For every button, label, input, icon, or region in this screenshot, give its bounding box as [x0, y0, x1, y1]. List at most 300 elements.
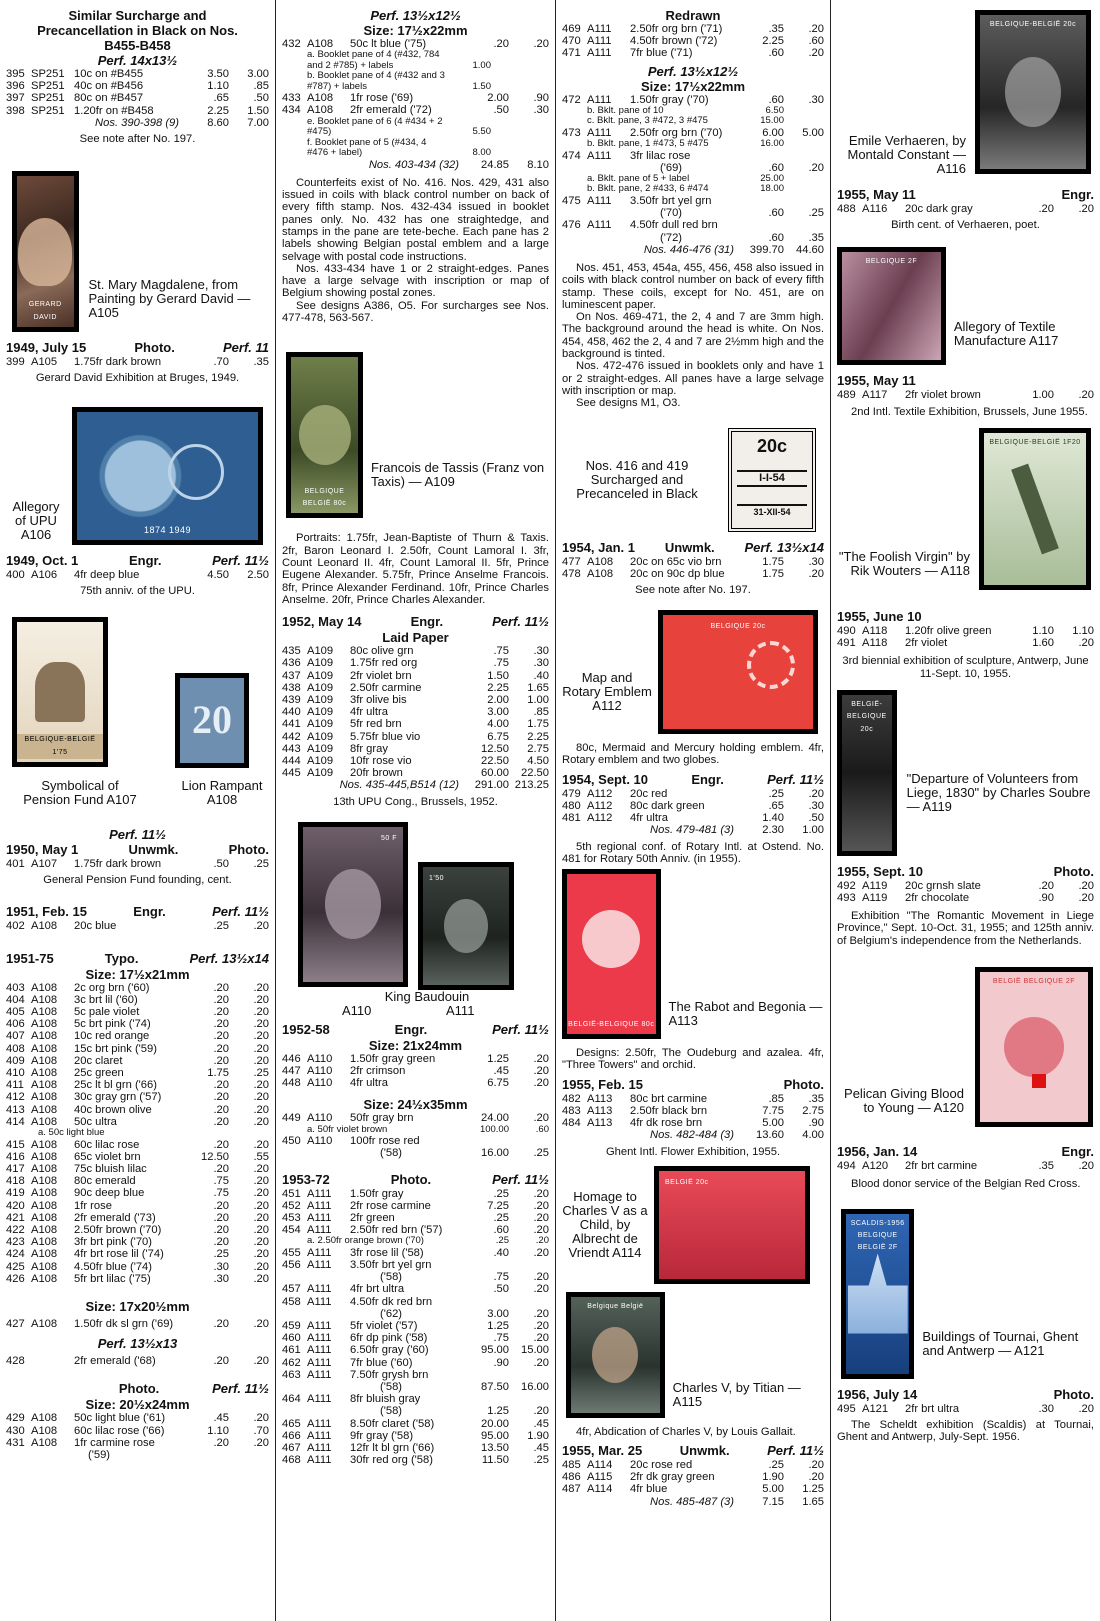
stamp-list [562, 556, 824, 580]
design-type: A119 [862, 891, 888, 904]
stamp-description: 5fr red brn [350, 718, 402, 731]
stamp-description: 7.50fr grysh brn [350, 1368, 429, 1381]
stamp-description: 2fr violet [905, 637, 948, 650]
design-type: A108 [31, 1103, 58, 1116]
used-value: .20 [253, 1042, 269, 1055]
stamp-row [6, 1104, 269, 1116]
stamp-number: 461 [282, 1344, 301, 1357]
stamp-number: 485 [562, 1459, 581, 1472]
unused-value: 1.40 [762, 812, 784, 825]
used-value: .30 [533, 645, 549, 658]
stamp-number: 467 [282, 1442, 301, 1455]
unused-value: 12.50 [481, 742, 509, 755]
stamp-row [6, 1067, 269, 1079]
used-value: .20 [533, 1077, 549, 1090]
used-value: .50 [808, 812, 824, 825]
stamp-description: 4fr brt ultra [350, 1283, 405, 1296]
caption-a110: A110 [342, 1002, 372, 1018]
stamp-description: 1.50fr gray [350, 1187, 404, 1200]
unused-value: 1.50 [487, 669, 509, 682]
paragraph: On Nos. 469-471, the 2, 4 and 7 are 3mm high. The background around the head is white. On Nos. 454, 458, 462 the 2, 4 and 7 are 2½mm high and the background is tinted. [562, 311, 824, 361]
stamp-description: 80c brt carmine [630, 1092, 708, 1105]
paragraph: Counterfeits exist of No. 416. Nos. 429, 431 also issued in coils with black control number on back of every fifth stamp. Nos. 432-434 issued in booklet panes only. No. 432 has one straightedge, and stamps in the pane are tete-beche. Each pane has 2 labels showing Belgian postal emblem and a large selvage with postal code instructions. [282, 176, 549, 263]
stamp-number: 490 [837, 624, 856, 637]
stamp-description: 5fr brt lilac ('75) [74, 1272, 151, 1285]
used-value: .20 [253, 1436, 269, 1449]
stamp-number: 414 [6, 1115, 25, 1128]
stamp-number: 486 [562, 1471, 581, 1484]
caption-a114: Homage to Charles V as a Child, by Albrecht de Vriendt A114 [562, 1188, 648, 1260]
stamp-description: 4fr ultra [630, 812, 668, 825]
unused-value: 20.00 [481, 1417, 509, 1430]
stamp-number: 491 [837, 637, 856, 650]
stamp-row: 401 A107 1.75fr dark brown .50 .25 [6, 858, 269, 871]
stamp-description: 1.75fr red org [350, 657, 418, 670]
unused-value: 1.75 [207, 1067, 229, 1080]
stamp-description: 80c emerald [74, 1175, 136, 1188]
figure-a105 [6, 171, 269, 332]
used-value: .20 [253, 1138, 269, 1151]
design-type: A108 [31, 1091, 58, 1104]
used-value: .25 [253, 1067, 269, 1080]
unused-value: .20 [213, 1236, 229, 1249]
used-value: .20 [533, 1332, 549, 1345]
stamp-row [6, 1163, 269, 1175]
stamp-description: 5.75fr blue vio [350, 730, 421, 743]
stamp-number: 459 [282, 1320, 301, 1333]
stamp-row: 400 A106 4fr deep blue 4.50 2.50 [6, 568, 269, 581]
paragraph: The Scheldt exhibition (Scaldis) at Tournai, Ghent and Antwerp, July-Sept. 1956. [837, 1418, 1094, 1444]
design-type: A111 [307, 1356, 332, 1369]
paragraph: Portraits: 1.75fr, Jean-Baptiste of Thurn & Taxis. 2fr, Baron Leonard I. 2.50fr, Count Lamoral I. 3fr, Count Leonard II. 4fr, Count Lamoral II. 5fr, Prince Eugene Alexander. 5.75fr, Prince Anselme Francois. 8fr, Prince Alexander Ferdinand. 10fr, Prince Charles Anselme. 20fr, Prince Charles Alexander. [282, 532, 549, 606]
paragraph: See designs M1, O3. [576, 397, 681, 410]
stamp-row [6, 1055, 269, 1067]
stamp-description: 1.20fr on #B458 [74, 104, 154, 117]
stamp-description: 25c lt bl grn ('66) [74, 1079, 157, 1092]
design-type: A111 [307, 1224, 332, 1237]
used-value: .20 [533, 1246, 549, 1259]
unused-value: .90 [1038, 891, 1054, 904]
stamp-row [6, 1236, 269, 1248]
stamp-description: 4.50fr dk red brn [350, 1295, 433, 1308]
design-type: A113 [587, 1104, 613, 1117]
stamp-number: 480 [562, 799, 581, 812]
used-value [509, 1259, 549, 1271]
design-type: A108 [587, 555, 614, 568]
design-type: A109 [307, 718, 334, 731]
size-label: Size: 17½x22mm [640, 78, 746, 94]
unused-value: 95.00 [481, 1344, 509, 1357]
stamp-description: 40c brown olive [74, 1103, 152, 1116]
stamp-number: 421 [6, 1211, 25, 1224]
stamp-number: 420 [6, 1199, 25, 1212]
unused-value: .20 [213, 993, 229, 1006]
note: 3rd biennial exhibition of sculpture, Antwerp, June 11-Sept. 10, 1955. [842, 655, 1089, 680]
unused-value: 4.00 [487, 718, 509, 731]
stamp-a111-image [418, 862, 514, 990]
stamp-row: 427 A108 1.50fr dk sl grn ('69) .20 .20 [6, 1318, 269, 1331]
figure-a110-a111 [282, 822, 549, 1017]
design-type: A108 [31, 1054, 58, 1067]
stamp-number: 405 [6, 1006, 25, 1019]
used-value: .20 [1078, 637, 1094, 650]
perf-label: Perf. 13½x13 [97, 1336, 178, 1352]
used-value: .85 [253, 80, 269, 93]
used-value: .20 [808, 1459, 824, 1472]
unused-value: .20 [213, 1199, 229, 1212]
stamp-a115-image [566, 1292, 665, 1418]
unused-value: 3.50 [207, 68, 229, 80]
stamp-number: 423 [6, 1236, 25, 1249]
stamp-number: 452 [282, 1199, 301, 1212]
design-type: A108 [31, 1162, 58, 1175]
stamp-description: 12fr lt bl grn ('66) [350, 1442, 435, 1455]
unused-value: .20 [213, 1042, 229, 1055]
used-value: .30 [808, 799, 824, 812]
stamp-number: 436 [282, 657, 301, 670]
used-value: 1.10 [1072, 624, 1094, 637]
design-type: A109 [307, 693, 334, 706]
stamp-number: 456 [282, 1259, 301, 1272]
design-type: A111 [307, 1259, 332, 1272]
stamp-description: 2c org brn ('60) [74, 981, 150, 994]
used-value: 2.75 [802, 1104, 824, 1117]
stamp-inscription: SCALDIS-1956 BELGIQUE BELGIË 2F [850, 1219, 905, 1252]
stamp-row [562, 788, 824, 800]
unused-value: 12.50 [201, 1150, 229, 1163]
stamp-number: 439 [282, 693, 301, 706]
stamp-row: 434 A108 2fr emerald ('72) .50 .30 [282, 104, 549, 117]
stamp-row [6, 1030, 269, 1042]
unused-value: 2.25 [762, 35, 784, 48]
stamp-description: 80c olive grn [350, 645, 414, 658]
design-type: A111 [307, 1442, 332, 1455]
total-row: Nos. 446-476 (31) 399.70 44.60 [643, 243, 824, 256]
unused-value: 5.00 [762, 1483, 784, 1496]
surcharge-value: 20c [756, 436, 788, 457]
stamp-row: 474 A111 3fr lilac rose [562, 149, 691, 162]
note: General Pension Fund founding, cent. [43, 874, 232, 887]
issue-header: 1949, Oct. 1 Engr. Perf. 11½ [6, 552, 269, 568]
stamp-row: 450 A110 100fr rose red [282, 1135, 420, 1148]
figure-a113 [562, 869, 824, 1039]
sub-row: b. Bklt. pane of 10 6.50 [587, 104, 784, 116]
caption-a107: Symbolical of Pension Fund A107 [23, 778, 137, 808]
unused-value: .20 [213, 1030, 229, 1043]
stamp-description: 3fr olive bis [350, 693, 407, 706]
sub-row: a. 50c light blue [38, 1127, 105, 1139]
design-type: A111 [307, 1187, 332, 1200]
figure-a114 [562, 1166, 824, 1284]
used-value: .20 [253, 1236, 269, 1249]
design-type: A108 [31, 1260, 58, 1273]
stamp-row [6, 1425, 269, 1437]
stamp-number: 445 [282, 767, 301, 780]
sub-row: a. Bklt. pane of 5 + label 25.00 [587, 172, 784, 184]
stamp-number: 451 [282, 1187, 301, 1200]
stamp-row [562, 47, 824, 59]
stamp-number: 484 [562, 1117, 581, 1130]
used-value: .20 [253, 1224, 269, 1236]
stamp-number: 442 [282, 730, 301, 743]
beehive-shape [35, 662, 85, 722]
issue-header: 1955, Mar. 25 Unwmk. Perf. 11½ [562, 1443, 824, 1459]
stamp-value: 50 F [380, 834, 397, 842]
stamp-row [282, 670, 549, 682]
unused-value: 22.50 [481, 754, 509, 767]
caption-a118: "The Foolish Virgin" by Rik Wouters — A118 [838, 548, 970, 578]
caption-king: King Baudouin [384, 988, 470, 1004]
stamp-number: 471 [562, 47, 581, 60]
stamp-number: 468 [282, 1454, 301, 1467]
stamp-row [282, 1200, 549, 1212]
stamp-description: 4fr dk rose brn [630, 1117, 703, 1130]
column-2 [276, 0, 555, 1621]
paragraph: Exhibition "The Romantic Movement in Liege Province," Sept. 10-Oct. 31, 1955; and 125th anniv. of Belgium's independence from the Netherlands. [837, 910, 1094, 947]
stamp-row [6, 1091, 269, 1103]
stamp-row [282, 645, 549, 657]
unused-value: .75 [213, 1187, 229, 1200]
stamp-row [837, 625, 1094, 637]
stamp-description: 1.50fr gray green [350, 1052, 436, 1065]
used-value: .20 [253, 1054, 269, 1067]
stamp-description: 2.50fr black brn [630, 1104, 708, 1117]
figure-a106 [6, 407, 269, 545]
used-value: .60 [808, 35, 824, 48]
design-type: A108 [31, 1272, 58, 1285]
stamp-years: 1874 1949 [143, 525, 192, 536]
design-type: A108 [31, 1138, 58, 1151]
used-value: .20 [253, 1091, 269, 1104]
stamp-description: 50c light blue ('61) [74, 1412, 166, 1425]
stamp-inscription: BELGIQUE 20c [710, 623, 766, 631]
unused-value: 11.50 [481, 1454, 509, 1467]
stamp-a114-image [654, 1166, 810, 1284]
unused-value: .25 [768, 787, 784, 800]
stamp-row [6, 994, 269, 1006]
used-value: .20 [533, 1224, 549, 1237]
design-type: A109 [307, 645, 334, 658]
stamp-row [562, 1471, 824, 1483]
stamp-list [282, 645, 549, 779]
used-value: .20 [533, 1199, 549, 1212]
stamp-number: 431 [6, 1436, 25, 1449]
stamp-row-cont: ('58) .75 .20 [380, 1271, 549, 1284]
stamp-row [6, 1224, 269, 1236]
stamp-row [562, 1093, 824, 1105]
size-label: Size: 17½x21mm [85, 966, 190, 982]
stamp-description: 75c bluish lilac [74, 1162, 147, 1175]
used-value: .85 [533, 706, 549, 719]
stamp-description: 2.50fr carmine [350, 681, 422, 694]
stamp-surcharge-image [728, 428, 816, 532]
design-type: A111 [587, 47, 612, 60]
unused-value [465, 1296, 509, 1308]
stamp-row: 488 A116 20c dark gray .20 .20 [837, 203, 1094, 215]
stamp-number: 438 [282, 681, 301, 694]
size-label: Size: 20½x24mm [85, 1397, 190, 1413]
used-value: .20 [253, 1018, 269, 1031]
unused-value: .65 [213, 92, 229, 105]
used-value: .20 [533, 1065, 549, 1077]
paragraph: Nos. 472-476 issued in booklets only and have 1 or 2 straight-edges. All panes have a large selvage with inscription or map. [562, 360, 824, 397]
stamp-row [282, 731, 549, 743]
used-value: .20 [808, 47, 824, 60]
unused-value: .25 [493, 1187, 509, 1200]
issue-header: 1955, Sept. 10 Photo. [837, 863, 1094, 879]
stamp-number: 404 [6, 993, 25, 1006]
unused-value: .20 [213, 1018, 229, 1031]
surcharge-date-start: I-I-54 [737, 470, 807, 486]
size-label: Size: 17½x22mm [363, 23, 468, 38]
design-type: SP251 [31, 68, 65, 80]
stamp-row [282, 1212, 549, 1224]
stamp-list [282, 1418, 549, 1467]
stamp-a117-image [837, 247, 946, 365]
design-type: A119 [862, 879, 888, 892]
unused-value: .25 [213, 1248, 229, 1261]
stamp-row [282, 1259, 549, 1271]
unused-value [465, 1259, 509, 1271]
stamp-row [282, 767, 549, 779]
stamp-row [282, 1188, 549, 1200]
stamp-row [282, 1454, 549, 1466]
design-type: A109 [307, 754, 334, 767]
stamp-a120-image [975, 967, 1093, 1127]
design-type: A115 [587, 1471, 613, 1484]
stamp-row: 489 A117 2fr violet brown 1.00 .20 [837, 389, 1094, 402]
stamp-value: 1'50 [429, 874, 445, 882]
stamp-row [6, 1175, 269, 1187]
total-row: Nos. 435-445,B514 (12) 291.00 213.25 [339, 779, 549, 792]
note: Birth cent. of Verhaeren, poet. [891, 219, 1040, 232]
stamp-description: 90c deep blue [74, 1187, 145, 1200]
design-type: A108 [31, 1115, 58, 1128]
stamp-a118-image [979, 428, 1091, 590]
stamp-row: 433 A108 1fr rose ('69) 2.00 .90 [282, 92, 549, 105]
design-type: A109 [307, 681, 334, 694]
stamp-row [6, 1006, 269, 1018]
used-value: .20 [253, 1175, 269, 1188]
stamp-row [6, 1273, 269, 1285]
unused-value: 1.90 [762, 1471, 784, 1484]
size-label: Size: 17x20½mm [85, 1299, 190, 1315]
stamp-description: 6.50fr gray ('60) [350, 1344, 429, 1357]
stamp-description: 1fr rose [74, 1199, 112, 1212]
used-value: 1.90 [527, 1429, 549, 1442]
used-value: 2.25 [527, 730, 549, 743]
unused-value: .75 [213, 1175, 229, 1188]
stamp-row [6, 1261, 269, 1273]
used-value: 1.25 [802, 1483, 824, 1496]
design-type: A108 [31, 1067, 58, 1080]
used-value: .20 [808, 23, 824, 35]
stamp-row-cont: ('72) .60 .35 [660, 231, 824, 244]
figure-a118 [837, 428, 1094, 604]
issue-header: 1955, May 11 Engr. [837, 187, 1094, 202]
design-type: A108 [31, 1042, 58, 1055]
unused-value: 7.25 [487, 1199, 509, 1212]
stamp-description: 10c red orange [74, 1030, 150, 1043]
stamp-row [562, 1483, 824, 1495]
stamp-description: 2.50fr brown ('70) [74, 1224, 162, 1236]
pelican-shape [1004, 1017, 1064, 1077]
stamp-description: 5c brt pink ('74) [74, 1018, 151, 1031]
stamp-row: 432 A108 50c lt blue ('75) .20 .20 [282, 38, 549, 50]
design-type: A108 [31, 1199, 58, 1212]
stamp-description: 9fr gray ('58) [350, 1429, 414, 1442]
stamp-row [6, 1139, 269, 1151]
unused-value: 1.60 [1032, 637, 1054, 650]
stamp-description: 6fr dp pink ('58) [350, 1332, 428, 1345]
used-value: .20 [253, 1211, 269, 1224]
stamp-row [562, 800, 824, 812]
portrait-shape [1005, 57, 1061, 127]
stamp-number: 425 [6, 1260, 25, 1273]
stamp-inscription: BELGIQUE-BELGIË 1'75 [17, 734, 103, 759]
design-type: A111 [307, 1429, 332, 1442]
size-label: Size: 24½x35mm [363, 1097, 468, 1113]
caption-a115: Charles V, by Titian — A115 [672, 1379, 801, 1409]
design-type: A111 [307, 1344, 332, 1357]
stamp-row [6, 1200, 269, 1212]
design-type: A108 [31, 1030, 58, 1043]
stamp-description: 2fr chocolate [905, 891, 970, 904]
issue-header: Photo. Perf. 11½ [118, 1381, 269, 1397]
design-type: A110 [307, 1052, 333, 1065]
used-value: 1.75 [527, 718, 549, 731]
issue-header: 1954, Sept. 10 Engr. Perf. 11½ [562, 771, 824, 787]
design-type: A108 [31, 981, 58, 994]
stamp-number: 410 [6, 1067, 25, 1080]
sub-row: b. Booklet pane of 4 (#432 and 3 #787) + labels 1.50 [307, 71, 491, 92]
paragraph: 4fr, Abdication of Charles V, by Louis Gallait. [576, 1425, 796, 1438]
globe-shape [168, 444, 224, 500]
stamp-description: 20c rose red [630, 1459, 693, 1472]
stamp-row [282, 1357, 549, 1369]
paragraph: Designs: 2.50fr, The Oudeburg and azalea. 4fr, "Three Towers" and orchid. [562, 1047, 824, 1072]
stamp-description: 7fr blue ('60) [350, 1356, 413, 1369]
column-4 [831, 0, 1100, 1621]
unused-value: .30 [213, 1260, 229, 1273]
surcharge-date-end: 31-XII-54 [737, 504, 807, 518]
used-value: 2.75 [527, 742, 549, 755]
used-value: .30 [533, 657, 549, 670]
unused-value: 13.50 [481, 1442, 509, 1455]
used-value: .20 [253, 1272, 269, 1285]
stamp-row [562, 1459, 824, 1471]
unused-value: .20 [213, 1079, 229, 1092]
design-type: A110 [307, 1077, 333, 1090]
begonia-shape [582, 910, 640, 968]
stamp-a110-image [298, 822, 408, 987]
stamp-description: 8fr gray [350, 742, 388, 755]
paragraph: Nos. 451, 453, 454a, 455, 456, 458 also issued in coils with black control number on back of every fifth stamp. These coils, except for No. 451, are on luminescent paper. [562, 261, 824, 311]
stamp-row [562, 556, 824, 568]
portrait-shape [592, 1327, 638, 1383]
stamp-inscription: BELGIË-BELGIQUE 80c [568, 1020, 655, 1028]
stamp-a112-image [658, 610, 818, 734]
stamp-list [837, 880, 1094, 904]
design-type: A111 [587, 23, 612, 35]
stamp-row [6, 1412, 269, 1424]
portrait-shape [325, 869, 381, 939]
caption-a117: Allegory of Textile Manufacture A117 [953, 319, 1059, 349]
paragraph: 2nd Intl. Textile Exhibition, Brussels, June 1955. [851, 405, 1088, 418]
used-value: 15.00 [521, 1344, 549, 1357]
stamp-description: 2.50fr red brn ('57) [350, 1224, 443, 1237]
stamp-row [282, 694, 549, 706]
